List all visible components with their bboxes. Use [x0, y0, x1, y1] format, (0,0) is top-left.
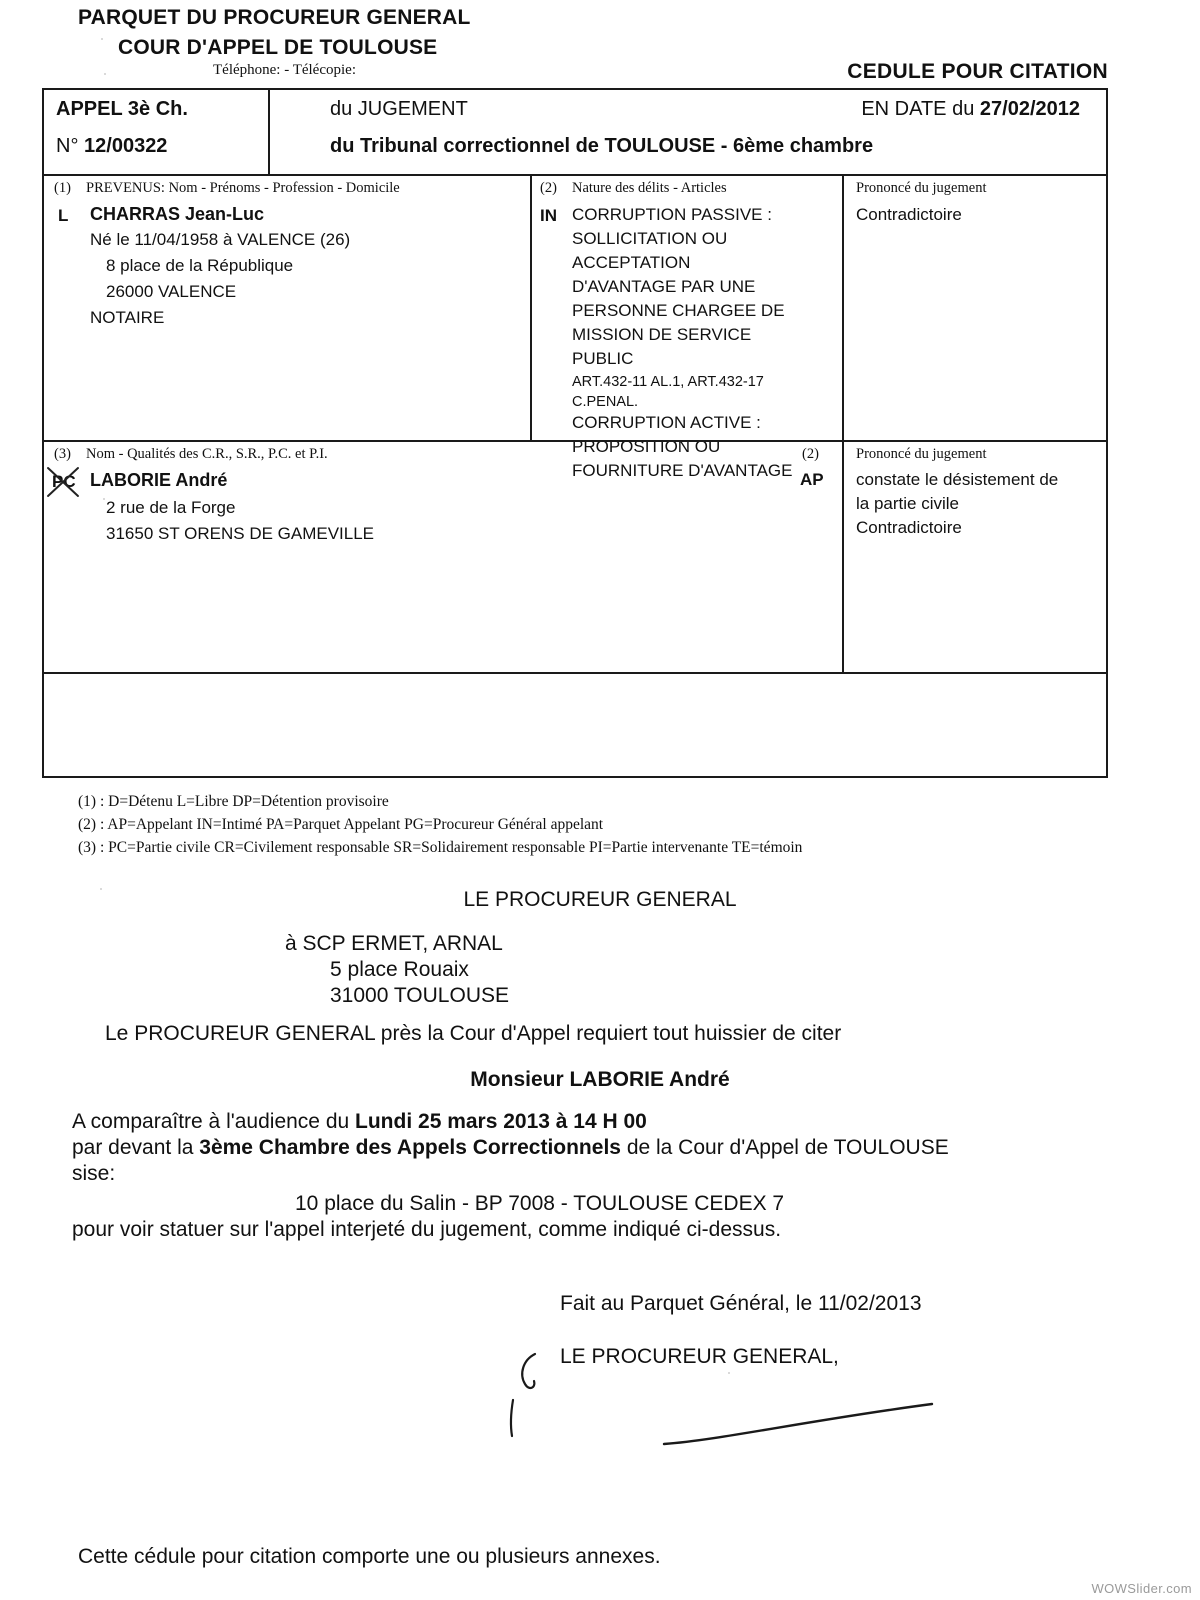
- recipient-address-line1: 5 place Rouaix: [330, 958, 469, 981]
- contact-line: Téléphone: - Télécopie:: [213, 62, 356, 78]
- signature-mark-right: [660, 1400, 950, 1460]
- chamber-suffix: de la Cour d'Appel de TOULOUSE: [626, 1136, 949, 1159]
- defendant-address-line2: 26000 VALENCE: [106, 282, 237, 301]
- defendant-profession: NOTAIRE: [90, 308, 165, 327]
- civil-party-name: LABORIE André: [90, 470, 228, 490]
- civil-ruling-line: Contradictoire: [856, 518, 962, 537]
- offence-line: PUBLIC: [572, 349, 634, 368]
- legend-block: [78, 790, 802, 859]
- defendant-address-line1: 8 place de la République: [106, 256, 294, 275]
- annex-note: Cette cédule pour citation comporte une ou plusieurs annexes.: [78, 1545, 661, 1568]
- requisition-sentence: Le PROCUREUR GENERAL près la Cour d'Appel requiert tout huissier de citer: [105, 1022, 842, 1045]
- case-number-value: 12/00322: [84, 135, 168, 157]
- office-name-line2: COUR D'APPEL DE TOULOUSE: [118, 36, 438, 59]
- hearing-prefix: A comparaître à l'audience du: [72, 1110, 350, 1133]
- judgment-date-label: EN DATE du: [861, 98, 975, 120]
- defendant-identity-cell: [44, 174, 532, 440]
- offence-line: CORRUPTION ACTIVE :: [572, 413, 761, 432]
- civil-party-role-code: PC: [52, 472, 76, 491]
- party-role-code-civil: AP: [800, 470, 824, 489]
- hearing-datetime: Lundi 25 mars 2013 à 14 H 00: [355, 1110, 647, 1133]
- place-and-date: Fait au Parquet Général, le 11/02/2013: [560, 1292, 922, 1315]
- cited-person-name: Monsieur LABORIE André: [470, 1068, 730, 1091]
- footnote-marker-2: (2): [540, 180, 557, 196]
- chamber-line: [72, 1136, 949, 1160]
- scan-speckle: [100, 888, 102, 890]
- appeal-chamber-value: 3è Ch.: [127, 98, 188, 120]
- scan-speckle: [104, 73, 106, 75]
- watermark-text: WOWSlider.com: [1091, 1581, 1192, 1596]
- document-type-title: CEDULE POUR CITATION: [847, 60, 1108, 83]
- footnote-marker-1: (1): [54, 180, 71, 196]
- article-line: ART.432-11 AL.1, ART.432-17: [572, 374, 764, 390]
- judgment-date-row: [861, 98, 1080, 121]
- offence-line: MISSION DE SERVICE: [572, 325, 752, 344]
- civil-ruling-line: constate le désistement de: [856, 470, 1059, 489]
- signature-mark-left: [495, 1350, 565, 1450]
- legend-line: (3) : PC=Partie civile CR=Civilement responsable SR=Solidairement responsable PI=Partie intervenante TE=témoin: [78, 839, 803, 856]
- civil-party-section: [44, 440, 1106, 672]
- offence-line: PERSONNE CHARGEE DE: [572, 301, 785, 320]
- chamber-prefix: par devant la: [72, 1136, 194, 1159]
- civil-party-ruling-cell: [800, 440, 1106, 672]
- recipient-address-line2: 31000 TOULOUSE: [330, 984, 509, 1007]
- ruling-value: Contradictoire: [856, 205, 962, 224]
- recipient-name: à SCP ERMET, ARNAL: [285, 932, 503, 955]
- defendant-name: CHARRAS Jean-Luc: [90, 204, 265, 224]
- appeal-chamber-row: [56, 98, 188, 121]
- civil-ruling-line: la partie civile: [856, 494, 959, 513]
- footnote-marker-3: (3): [54, 446, 71, 462]
- signature-label: LE PROCUREUR GENERAL,: [560, 1345, 839, 1368]
- judgment-label: du JUGEMENT: [330, 98, 468, 120]
- defendant-birth: Né le 11/04/1958 à VALENCE (26): [90, 230, 351, 249]
- article-line: C.PENAL.: [572, 394, 639, 410]
- offence-line: ACCEPTATION: [572, 253, 691, 272]
- offence-line: CORRUPTION PASSIVE :: [572, 205, 772, 224]
- hearing-line: [72, 1110, 647, 1134]
- judgment-reference-cell: [270, 90, 1108, 174]
- document-header: [0, 0, 1200, 92]
- venue-address: 10 place du Salin - BP 7008 - TOULOUSE CEDEX 7: [295, 1192, 785, 1215]
- body-title: LE PROCUREUR GENERAL: [463, 888, 737, 911]
- civil-ruling-column-header: Prononcé du jugement: [856, 446, 987, 462]
- chamber-name: 3ème Chambre des Appels Correctionnels: [199, 1136, 621, 1159]
- offence-line: SOLLICITATION OU: [572, 229, 728, 248]
- party-role-code-defendant: IN: [540, 206, 557, 225]
- defendant-ruling-cell: [844, 174, 1106, 440]
- defendant-column-header: PREVENUS: Nom - Prénoms - Profession - Domicile: [86, 180, 400, 196]
- scan-speckle: [728, 1372, 730, 1374]
- scan-speckle: [101, 38, 103, 40]
- ruling-column-header: Prononcé du jugement: [856, 180, 987, 196]
- civil-party-address-line1: 2 rue de la Forge: [106, 498, 236, 517]
- offence-line: D'AVANTAGE PAR UNE: [572, 277, 756, 296]
- offences-column-header: Nature des délits - Articles: [572, 180, 727, 196]
- case-number-label: N°: [56, 135, 79, 157]
- sise-label: sise:: [72, 1162, 116, 1185]
- case-number-row: [56, 135, 167, 158]
- divider-bottom-section: [44, 672, 1106, 674]
- appeal-label: APPEL: [56, 98, 123, 120]
- offence-line: FOURNITURE D'AVANTAGE: [572, 461, 793, 480]
- case-table: [42, 88, 1108, 778]
- purpose-sentence: pour voir statuer sur l'appel interjeté du jugement, comme indiqué ci-dessus.: [72, 1218, 782, 1241]
- office-name-line1: PARQUET DU PROCUREUR GENERAL: [78, 6, 471, 29]
- civil-party-column-header: Nom - Qualités des C.R., S.R., P.C. et P.I.: [86, 446, 328, 462]
- scan-speckle: [103, 498, 105, 500]
- origin-court-line: du Tribunal correctionnel de TOULOUSE - 6ème chambre: [330, 135, 874, 157]
- appeal-reference-cell: [44, 90, 270, 174]
- detention-status-code: L: [58, 206, 69, 225]
- offence-line: PROPOSITION OU: [572, 437, 721, 456]
- civil-party-address-line2: 31650 ST ORENS DE GAMEVILLE: [106, 524, 375, 543]
- legend-line: (2) : AP=Appelant IN=Intimé PA=Parquet Appelant PG=Procureur Général appelant: [78, 816, 604, 833]
- legend-line: (1) : D=Détenu L=Libre DP=Détention provisoire: [78, 793, 389, 810]
- watermark: [1091, 1581, 1192, 1596]
- footnote-marker-2b: (2): [802, 446, 819, 462]
- civil-party-identity-cell: [44, 440, 844, 672]
- judgment-date-value: 27/02/2012: [979, 98, 1080, 120]
